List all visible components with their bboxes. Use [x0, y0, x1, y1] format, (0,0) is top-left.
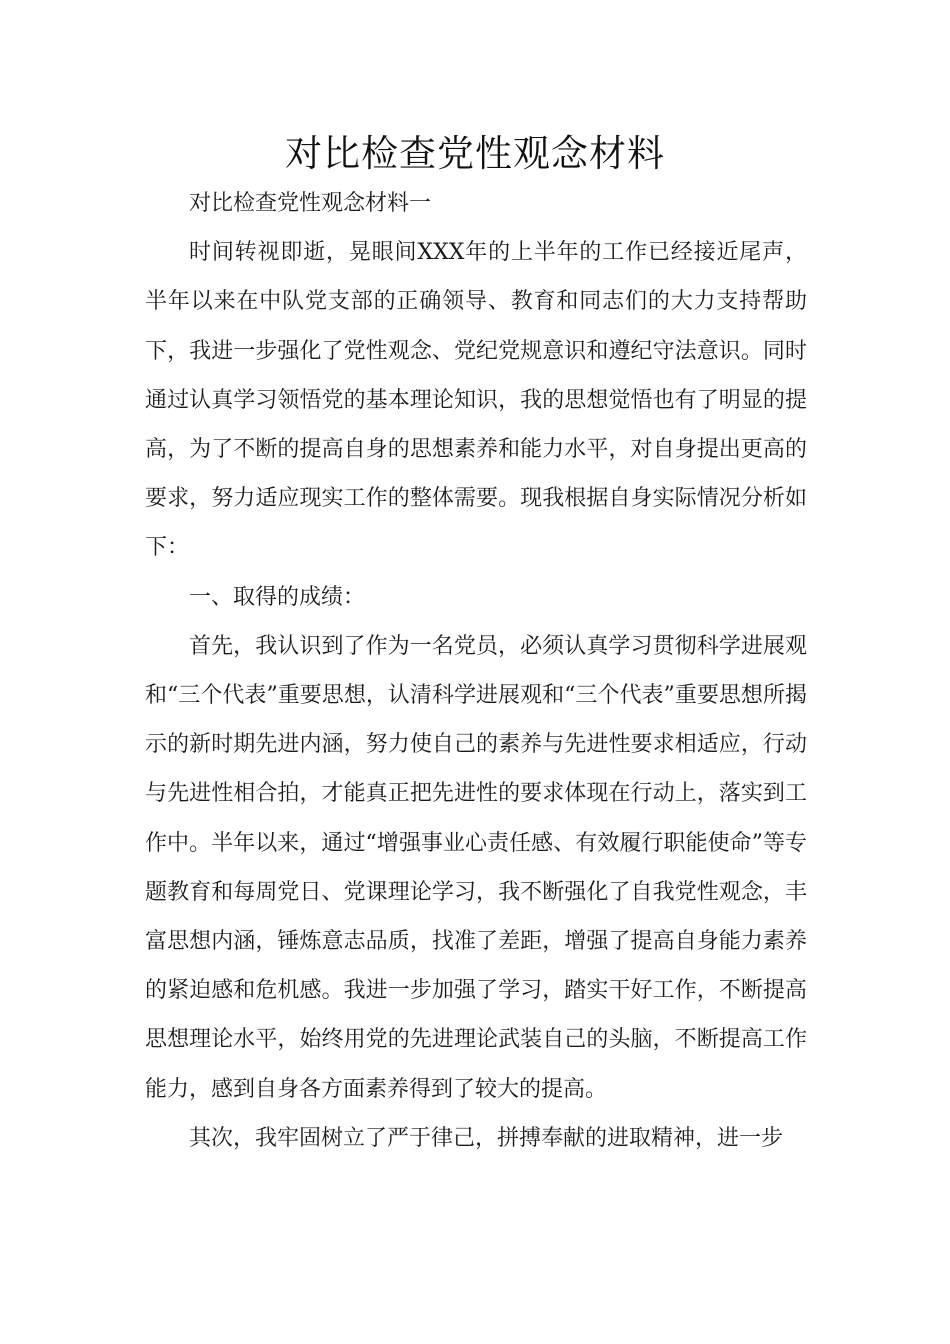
document-title: 对比检查党性观念材料 [285, 132, 665, 175]
section-heading: 一、取得的成绩： [189, 584, 366, 610]
body-paragraph: 首先，我认识到了作为一名党员，必须认真学习贯彻科学进展观和“三个代表”重要思想，认清科学进展观和“三个代表”重要思想所揭示的新时期先进内涵，努力使自己的素养与先进性要求相适应，行动与先进性相合拍，才能真正把先进性的要求体现在行动上，落实到工作中。半年以来，通过“增强事业心责任感、有效履行职能使命”等专题教育和每周党日、党课理论学习，我不断强化了自我党性观念，丰富思想内涵，锤炼意志品质，找准了差距，增强了提高自身能力素养的紧迫感和危机感。我进一步加强了学习，踏实干好工作，不断提高思想理论水平，始终用党的先进理论武装自己的头脑，不断提高工作能力，感到自身各方面素养得到了较大的提高。 [145, 633, 807, 1102]
document-body [145, 179, 807, 1163]
intro-paragraph: 时间转视即逝，晃眼间XXX年的上半年的工作已经接近尾声，半年以来在中队党支部的正确领导、教育和同志们的大力支持帮助下，我进一步强化了党性观念、党纪党规意识和遵纪守法意识。同时通过认真学习领悟党的基本理论知识，我的思想觉悟也有了明显的提高，为了不断的提高自身的思想素养和能力水平，对自身提出更高的要求，努力适应现实工作的整体需要。现我根据自身实际情况分析如下： [145, 240, 807, 561]
body-paragraph: 其次，我牢固树立了严于律己，拼搏奉献的进取精神，进一步 [189, 1125, 784, 1151]
subtitle-paragraph: 对比检查党性观念材料一 [189, 191, 432, 216]
